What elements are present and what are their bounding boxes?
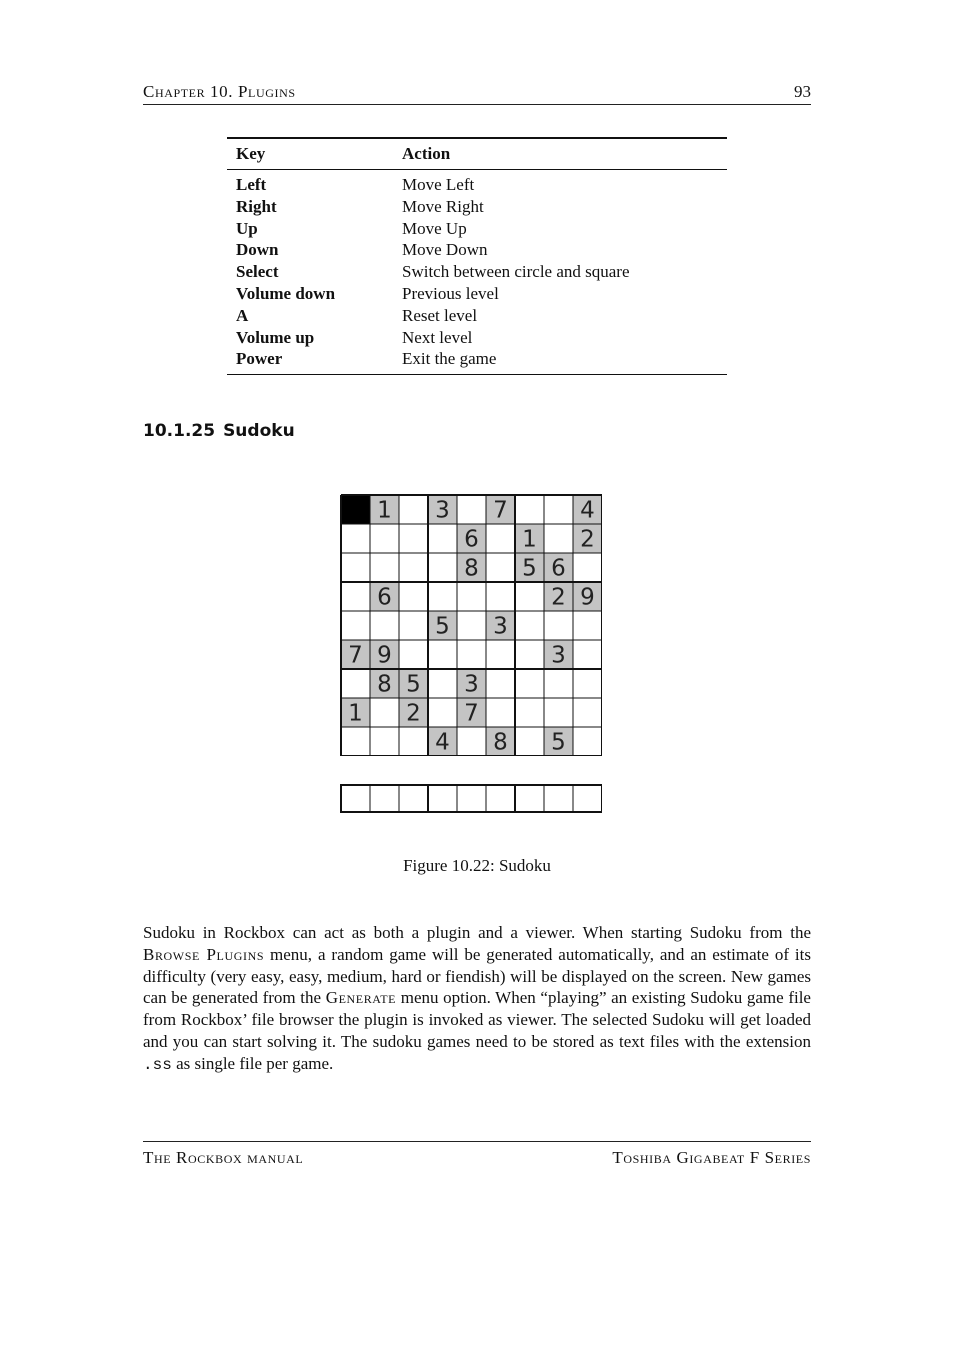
empty-cell[interactable] <box>428 669 457 698</box>
cell-digit: 6 <box>377 584 392 611</box>
empty-cell[interactable] <box>573 727 602 756</box>
page-number: 93 <box>794 82 811 101</box>
empty-cell[interactable] <box>486 640 515 669</box>
body-paragraph <box>143 922 811 1077</box>
empty-cell[interactable] <box>486 524 515 553</box>
cell-digit: 7 <box>348 642 363 669</box>
generate-term: Generate <box>325 988 397 1008</box>
action-cell: Next level <box>402 327 473 347</box>
key-cell: Select <box>236 262 279 282</box>
action-cell: Previous level <box>402 283 499 303</box>
table-row <box>227 305 727 327</box>
cell-digit: 5 <box>406 671 421 698</box>
empty-cell[interactable] <box>399 611 428 640</box>
table-header-row <box>227 138 727 170</box>
cell-digit: 8 <box>493 729 508 756</box>
empty-cell[interactable] <box>544 669 573 698</box>
empty-cell[interactable] <box>399 727 428 756</box>
cell-digit: 1 <box>348 700 363 727</box>
empty-cell[interactable] <box>399 495 428 524</box>
cell-digit: 1 <box>522 526 537 553</box>
empty-cell[interactable] <box>457 582 486 611</box>
empty-cell[interactable] <box>515 727 544 756</box>
cell-digit: 2 <box>580 526 595 553</box>
cell-digit: 8 <box>377 671 392 698</box>
table-row <box>227 327 727 349</box>
empty-cell[interactable] <box>428 698 457 727</box>
action-cell: Move Right <box>402 196 484 216</box>
empty-cell[interactable] <box>573 698 602 727</box>
cell-digit: 3 <box>493 613 508 640</box>
empty-cell[interactable] <box>573 553 602 582</box>
cell-digit: 5 <box>522 555 537 582</box>
paragraph-text-3: menu option. When “playing” an existing Sudoku game file from Rockbox’ file browser the plugin is invoked as viewer. The selected Sudoku will get loaded and you can start solving it. The sudoku games need to be stored as text files with the extension <box>143 988 811 1051</box>
cell-digit: 9 <box>580 584 595 611</box>
cell-digit: 6 <box>464 526 479 553</box>
empty-cell[interactable] <box>399 553 428 582</box>
sudoku-board <box>340 494 602 756</box>
key-cell: Down <box>236 240 279 260</box>
table-row <box>227 218 727 240</box>
empty-cell[interactable] <box>341 669 370 698</box>
empty-cell[interactable] <box>515 495 544 524</box>
action-cell: Move Up <box>402 218 467 238</box>
empty-cell[interactable] <box>428 553 457 582</box>
action-cell: Move Down <box>402 240 488 260</box>
table-row <box>227 261 727 283</box>
empty-cell[interactable] <box>573 640 602 669</box>
empty-cell[interactable] <box>544 524 573 553</box>
action-cell: Exit the game <box>402 349 497 369</box>
key-cell: Up <box>236 218 258 238</box>
empty-cell[interactable] <box>573 669 602 698</box>
cell-digit: 4 <box>435 729 450 756</box>
empty-cell[interactable] <box>370 727 399 756</box>
cell-digit: 3 <box>464 671 479 698</box>
cell-digit: 9 <box>377 642 392 669</box>
empty-cell[interactable] <box>341 611 370 640</box>
empty-cell[interactable] <box>486 553 515 582</box>
key-cell: Volume down <box>236 283 336 303</box>
empty-cell[interactable] <box>515 669 544 698</box>
empty-cell[interactable] <box>515 611 544 640</box>
footer-manual-title: The Rockbox manual <box>143 1148 304 1167</box>
column-header-key: Key <box>236 144 266 163</box>
empty-cell[interactable] <box>399 582 428 611</box>
chapter-title: Chapter 10. Plugins <box>143 82 296 101</box>
empty-cell[interactable] <box>370 611 399 640</box>
cell-digit: 8 <box>464 555 479 582</box>
empty-cell[interactable] <box>457 727 486 756</box>
browse-plugins-term: Browse Plugins <box>143 944 265 964</box>
empty-cell[interactable] <box>544 495 573 524</box>
empty-cell[interactable] <box>544 698 573 727</box>
empty-cell[interactable] <box>341 553 370 582</box>
number-entry-strip <box>340 784 602 814</box>
action-cell: Reset level <box>402 305 478 325</box>
cell-digit: 7 <box>464 700 479 727</box>
section-title: Sudoku <box>223 421 295 441</box>
page-footer <box>143 1141 811 1167</box>
cell-digit: 1 <box>377 497 392 524</box>
key-cell: A <box>236 305 249 325</box>
table-row <box>227 196 727 218</box>
section-heading <box>143 421 295 441</box>
cell-digit: 5 <box>551 729 566 756</box>
file-extension: .ss <box>143 1055 172 1074</box>
empty-cell[interactable] <box>457 640 486 669</box>
empty-cell[interactable] <box>370 524 399 553</box>
empty-cell[interactable] <box>370 553 399 582</box>
table-row <box>227 239 727 261</box>
column-header-action: Action <box>402 144 451 163</box>
key-cell: Power <box>236 349 283 369</box>
empty-cell[interactable] <box>486 582 515 611</box>
empty-cell[interactable] <box>399 524 428 553</box>
empty-cell[interactable] <box>544 611 573 640</box>
cell-digit: 6 <box>551 555 566 582</box>
table-row <box>227 283 727 305</box>
empty-cell[interactable] <box>370 698 399 727</box>
cell-digit: 5 <box>435 613 450 640</box>
key-cell: Left <box>236 175 267 194</box>
action-cell: Switch between circle and square <box>402 262 630 282</box>
cell-digit: 2 <box>551 584 566 611</box>
empty-cell[interactable] <box>341 524 370 553</box>
paragraph-text-4: as single file per game. <box>171 1053 334 1073</box>
cursor-cell[interactable] <box>341 495 370 524</box>
empty-cell[interactable] <box>341 727 370 756</box>
empty-cell[interactable] <box>573 611 602 640</box>
empty-cell[interactable] <box>515 582 544 611</box>
key-cell: Volume up <box>236 327 315 347</box>
footer-device-name: Toshiba Gigabeat F Series <box>612 1148 811 1167</box>
empty-cell[interactable] <box>428 524 457 553</box>
table-row <box>227 348 727 374</box>
number-entry-graphic <box>340 784 602 814</box>
key-action-table <box>227 137 727 375</box>
empty-cell[interactable] <box>457 611 486 640</box>
cell-digit: 7 <box>493 497 508 524</box>
section-number: 10.1.25 <box>143 421 216 441</box>
cell-digit: 3 <box>551 642 566 669</box>
figure-caption: Figure 10.22: Sudoku <box>403 856 551 875</box>
table-row <box>227 170 727 196</box>
empty-cell[interactable] <box>486 669 515 698</box>
empty-cell[interactable] <box>428 582 457 611</box>
empty-cell[interactable] <box>399 640 428 669</box>
paragraph-text-2: menu, a random game will be generated automatically, and an estimate of its difficulty (very easy, easy, medium, hard or fiendish) will be displayed on the screen. New games can be generated from the <box>143 944 811 1008</box>
paragraph-text-1: Sudoku in Rockbox can act as both a plugin and a viewer. When starting Sudoku from the <box>143 923 811 942</box>
strip-border <box>341 785 602 812</box>
page-header <box>143 82 811 105</box>
empty-cell[interactable] <box>428 640 457 669</box>
cell-digit: 4 <box>580 497 595 524</box>
empty-cell[interactable] <box>515 640 544 669</box>
key-cell: Right <box>236 196 277 216</box>
empty-cell[interactable] <box>486 698 515 727</box>
sudoku-grid-graphic <box>340 494 602 756</box>
cell-digit: 2 <box>406 700 421 727</box>
action-cell: Move Left <box>402 175 475 194</box>
empty-cell[interactable] <box>515 698 544 727</box>
empty-cell[interactable] <box>457 495 486 524</box>
cell-digit: 3 <box>435 497 450 524</box>
empty-cell[interactable] <box>341 582 370 611</box>
